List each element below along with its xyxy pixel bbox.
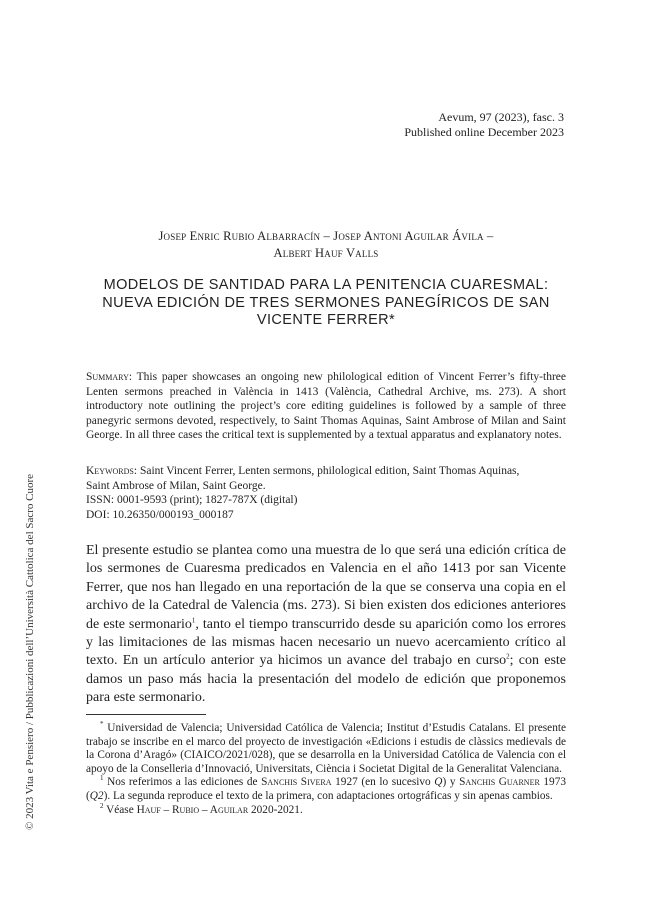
- title-line-1: MODELOS DE SANTIDAD PARA LA PENITENCIA CUARESMAL:: [103, 277, 549, 293]
- doi: DOI: 10.26350/000193_000187: [86, 508, 234, 521]
- footnote-1-text-c: ) y: [442, 776, 456, 789]
- footnote-1-author-b: Sanchis Guarner: [459, 776, 540, 789]
- footnote-divider: [86, 714, 206, 715]
- body-text-part-1: El presente estudio se plantea como una muestra de lo que será una edición crítica de los sermones de Cuaresma predicados en Valencia en el año 1413 por san Vicente Ferrer, que nos han llegado en una reportación de la que se conserva una copia en el archivo de la Catedral de Valencia (ms. 273). Si bien existen dos ediciones anteriores de este sermonario: [86, 543, 566, 632]
- footnote-2-mark: 2: [100, 801, 104, 810]
- footnote-1-text-a: Nos referimos a las ediciones de: [107, 776, 258, 789]
- footnote-star: [86, 722, 566, 776]
- body-text-part-3: ; con este damos un paso más hacia la presentación del modelo de edición que proponemos para este sermonario.: [86, 653, 566, 706]
- footnote-2: [86, 801, 566, 818]
- footnote-star-mark: *: [100, 720, 104, 729]
- footnote-ref-2[interactable]: 2: [506, 652, 510, 661]
- journal-issue: Aevum, 97 (2023), fasc. 3: [438, 110, 564, 124]
- body-text-part-2: , tanto el tiempo transcurrido desde su aparición como los errores y las limitaciones de las mismas hacen necesario un nuevo acercamiento crítico al texto. En un artículo anterior ya hicimos un avance del trabajo en curso: [86, 616, 566, 669]
- footnote-1-author-a: Sanchis Sivera: [261, 776, 332, 789]
- journal-header: [404, 110, 564, 140]
- summary-label: Summary:: [86, 371, 133, 383]
- footnote-1-text-e: ). La segunda reproduce el texto de la primera, con adaptaciones ortográficas y sin apenas cambios.: [103, 789, 553, 802]
- keywords-line-2: Saint Ambrose of Milan, Saint George.: [86, 479, 266, 492]
- footnote-1-text-d: 1973 (: [86, 776, 566, 802]
- footnote-star-text: Universidad de Valencia; Universidad Católica de Valencia; Institut d’Estudis Catalans. El presente trabajo se inscribe en el marco del proyecto de investigación «Edicions i estudis de clàssics medievals de la Corona d’Aragó» (CIAICO/2021/028), que se desarrolla en la Universidad Católica de Valencia con el apoyo de la Conselleria d’Innovació, Universitats, Ciència i Societat Digital de la Generalitat Valenciana.: [86, 722, 566, 775]
- footnote-2-authors: Hauf – Rubio – Aguilar: [136, 803, 249, 816]
- article-title: [86, 277, 566, 330]
- footnotes: [86, 722, 566, 817]
- authors-line-1: Josep Enric Rubio Albarracín – Josep Antoni Aguilar Ávila –: [158, 229, 494, 243]
- footnote-1-text-b: 1927 (en lo sucesivo: [335, 776, 431, 789]
- footnote-ref-1[interactable]: 1: [191, 615, 196, 624]
- footnote-2-text-a: Véase: [106, 803, 134, 816]
- keywords-label: Keywords:: [86, 465, 138, 477]
- footnote-1-mark: 1: [100, 774, 104, 783]
- issn: ISSN: 0001-9593 (print); 1827-787X (digital): [86, 494, 298, 506]
- title-line-2: NUEVA EDICIÓN DE TRES SERMONES PANEGÍRICOS DE SAN: [102, 294, 550, 311]
- footnote-1-siglum-q: Q: [434, 776, 443, 789]
- summary-text: This paper showcases an ongoing new philological edition of Vincent Ferrer’s fifty-three Lenten sermons preached in València in 1413 (València, Cathedral Archive, ms. 273). A short introductory note outlining the project’s core editing guidelines is followed by a sample of three panegyric sermons devoted, respectively, to Saint Thomas Aquinas, Saint Ambrose of Milan and Saint George. In all three cases the critical text is supplemented by a textual apparatus and explanatory notes.: [86, 371, 566, 441]
- body-paragraph: [86, 542, 566, 708]
- keywords-line-1: Saint Vincent Ferrer, Lenten sermons, philological edition, Saint Thomas Aquinas,: [139, 465, 520, 477]
- footnote-1-siglum-q2: Q2: [89, 789, 104, 802]
- publication-date: Published online December 2023: [404, 125, 564, 139]
- copyright-sidebar: © 2023 Vita e Pensiero / Pubblicazioni dell’Università Cattolica del Sacro Cuore: [24, 473, 36, 830]
- authors-line-2: Albert Hauf Valls: [273, 246, 379, 260]
- abstract: [86, 370, 566, 443]
- author-list: [86, 228, 566, 262]
- keywords-block: [86, 464, 566, 522]
- title-line-3: VICENTE FERRER*: [256, 312, 396, 328]
- footnote-2-years: 2020-2021.: [251, 803, 303, 816]
- footnote-1: [86, 776, 566, 803]
